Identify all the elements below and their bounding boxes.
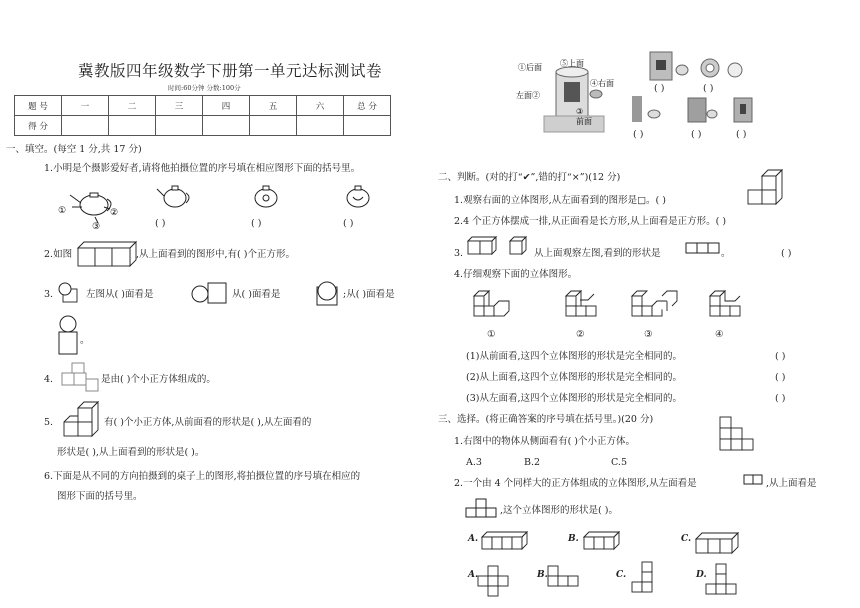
- s2-q3-cubes-figure: [466, 235, 536, 257]
- three-cube-row-figure: [76, 240, 136, 266]
- photo-thumbnails-row1: [650, 52, 750, 82]
- score-cell[interactable]: [297, 116, 344, 136]
- option-b-figure[interactable]: [582, 529, 630, 555]
- s1-q3-text-b: 左图从( )面看是: [86, 289, 154, 300]
- answer-paren[interactable]: ( ): [775, 372, 786, 383]
- teapot-side-view: [155, 183, 195, 211]
- position-mark: ②: [110, 208, 119, 218]
- option-a-figure[interactable]: [480, 529, 536, 555]
- score-header-cell: 六: [297, 96, 344, 116]
- option-c-label[interactable]: C.: [681, 534, 692, 544]
- score-header-cell: 二: [109, 96, 156, 116]
- camera-label-front: 前面: [576, 117, 592, 126]
- left-view-two-squares: [743, 474, 765, 486]
- s2-q1-text: 1.观察右面的立体图形,从左面看到的图形是□。( ): [454, 195, 666, 206]
- s1-q2-text-a: 2.如图: [44, 249, 73, 260]
- s3-q2-text-a: 2.一个由 4 个同样大的正方体组成的立体图形,从左面看是: [454, 478, 697, 489]
- section2-heading: 二、判断。(对的打“✔”,错的打“×”)(12 分): [438, 172, 621, 183]
- three-square-top-view: [685, 242, 723, 254]
- score-header-cell: 一: [62, 96, 109, 116]
- s1-q3-text-c: 从( )面看是: [232, 289, 281, 300]
- camera-label-top: ⑤上面: [560, 59, 584, 68]
- s1-q5-text-b: 有( )个小正方体,从前面看的形状是( ),从左面看的: [104, 417, 312, 428]
- section2-cube-figure: [746, 168, 786, 210]
- option-b-label[interactable]: B.: [568, 534, 579, 544]
- s3-q1-option[interactable]: A.3: [466, 457, 482, 468]
- figure-label: ①: [487, 329, 496, 340]
- answer-paren[interactable]: ( ): [155, 218, 166, 229]
- option-b-figure-row2[interactable]: [546, 562, 586, 602]
- s3-q2-text-c: ,这个立体图形的形状是( )。: [500, 505, 618, 516]
- section3-heading: 三、选择。(将正确答案的序号填在括号里。)(20 分): [438, 414, 654, 425]
- view-shape-circle-above-square: [56, 315, 82, 357]
- position-mark: ①: [58, 206, 67, 216]
- option-a-label-row2[interactable]: A.: [468, 570, 479, 580]
- score-cell[interactable]: [203, 116, 250, 136]
- option-c-figure-row2[interactable]: [626, 558, 666, 602]
- solid-figure-2: [560, 288, 612, 328]
- score-cell[interactable]: [344, 116, 391, 136]
- figure-label: ④: [715, 329, 724, 340]
- camera-label-right: ④右面: [590, 79, 614, 88]
- answer-paren[interactable]: ( ): [633, 129, 644, 140]
- top-view-shape: [465, 497, 499, 523]
- score-header-cell: 四: [203, 96, 250, 116]
- score-row-label: 得 分: [15, 116, 62, 136]
- s3-q1-cube-figure: [718, 415, 754, 461]
- score-header-cell: 总 分: [344, 96, 391, 116]
- answer-paren[interactable]: ( ): [775, 351, 786, 362]
- s1-q5-num: 5.: [44, 417, 54, 428]
- answer-paren[interactable]: ( ): [343, 218, 354, 229]
- s1-q3-end: 。: [80, 335, 90, 346]
- camera-label-left: 左面②: [516, 91, 540, 100]
- score-header-cell: 题 号: [15, 96, 62, 116]
- s3-q2-text-b: ,从上面看是: [766, 478, 817, 489]
- s2-q4-sub1: (1)从前面看,这四个立体图形的形状是完全相同的。: [466, 351, 682, 362]
- s3-q1-text: 1.右图中的物体从侧面看有( )个小正方体。: [454, 436, 635, 447]
- option-b-label-row2[interactable]: B.: [537, 570, 548, 580]
- s2-q3-end: 。: [721, 248, 731, 259]
- answer-paren[interactable]: ( ): [654, 83, 665, 94]
- camera-label-front-num: ③: [576, 107, 584, 116]
- s2-q3-num: 3.: [454, 248, 464, 259]
- s1-q4-num: 4.: [44, 374, 54, 385]
- view-shape-circle-in-square: [315, 279, 341, 307]
- option-c-label-row2[interactable]: C.: [616, 570, 627, 580]
- answer-paren[interactable]: ( ): [691, 129, 702, 140]
- ball-on-cube-figure: [57, 281, 81, 303]
- solid-figure-3: [626, 288, 682, 328]
- s1-q2-text-b: ,从上面看到的图形中,有( )个正方形。: [136, 249, 295, 260]
- page-subtitle: 时间:60分钟 分数:100分: [168, 84, 241, 92]
- s2-q4-sub2: (2)从上面看,这四个立体图形的形状是完全相同的。: [466, 372, 682, 383]
- position-mark: ③: [92, 222, 101, 232]
- s2-q4-text: 4.仔细观察下面的立体图形。: [454, 269, 578, 280]
- s3-q1-option[interactable]: C.5: [611, 457, 627, 468]
- score-header-cell: 三: [156, 96, 203, 116]
- solid-figure-4: [704, 288, 756, 328]
- table-objects-photo: [516, 58, 614, 138]
- teapot-front-view: [251, 183, 281, 211]
- cube-stack-figure-q5: [60, 400, 100, 438]
- s1-q1-text: 1.小明是个摄影爱好者,请将他拍摄位置的序号填在相应图形下面的括号里。: [44, 163, 361, 174]
- option-c-figure[interactable]: [694, 529, 746, 559]
- score-cell[interactable]: [109, 116, 156, 136]
- photo-thumbnails-row2: [632, 96, 764, 124]
- s2-q2-text: 2.4 个正方体摆成一排,从正面看是长方形,从上面看是正方形。( ): [454, 216, 727, 227]
- score-table: [14, 95, 391, 136]
- answer-paren[interactable]: ( ): [781, 248, 792, 259]
- s3-q1-option[interactable]: B.2: [524, 457, 541, 468]
- s2-q3-text-b: 从上面观察左图,看到的形状是: [534, 248, 661, 259]
- s1-q3-text-d: ;从( )面看是: [343, 289, 395, 300]
- view-shape-circle-square: [190, 281, 230, 305]
- s1-q4-text: 是由( )个小正方体组成的。: [101, 374, 216, 385]
- solid-figure-1: [468, 288, 520, 328]
- section1-heading: 一、填空。(每空 1 分,共 17 分): [6, 144, 142, 155]
- s1-q5-text-c: 形状是( ),从上面看到的形状是( )。: [57, 447, 205, 458]
- score-header-cell: 五: [250, 96, 297, 116]
- option-a-label[interactable]: A.: [468, 534, 479, 544]
- s1-q6-text-b: 图形下面的括号里。: [57, 491, 143, 502]
- answer-paren[interactable]: ( ): [775, 393, 786, 404]
- answer-paren[interactable]: ( ): [251, 218, 262, 229]
- figure-label: ③: [644, 329, 653, 340]
- teapot-back-view: [343, 183, 373, 211]
- figure-label: ②: [576, 329, 585, 340]
- camera-label-back: ①后面: [518, 63, 542, 72]
- s2-q4-sub3: (3)从左面看,这四个立体图形的形状是完全相同的。: [466, 393, 682, 404]
- s1-q6-text-a: 6.下面是从不同的方向拍摄到的桌子上的图形,将拍摄位置的序号填在相应的: [44, 471, 361, 482]
- page-title: 冀教版四年级数学下册第一单元达标测试卷: [78, 62, 383, 80]
- score-cell[interactable]: [250, 116, 297, 136]
- s1-q3-num: 3.: [44, 289, 54, 300]
- answer-paren[interactable]: ( ): [703, 83, 714, 94]
- score-cell[interactable]: [62, 116, 109, 136]
- teapot-with-positions-figure: [58, 183, 128, 231]
- answer-paren[interactable]: ( ): [736, 129, 747, 140]
- option-d-label-row2[interactable]: D.: [696, 570, 707, 580]
- option-d-figure-row2[interactable]: [706, 560, 746, 604]
- option-a-figure-row2[interactable]: [476, 562, 516, 602]
- score-cell[interactable]: [156, 116, 203, 136]
- cube-stack-figure: [58, 361, 100, 393]
